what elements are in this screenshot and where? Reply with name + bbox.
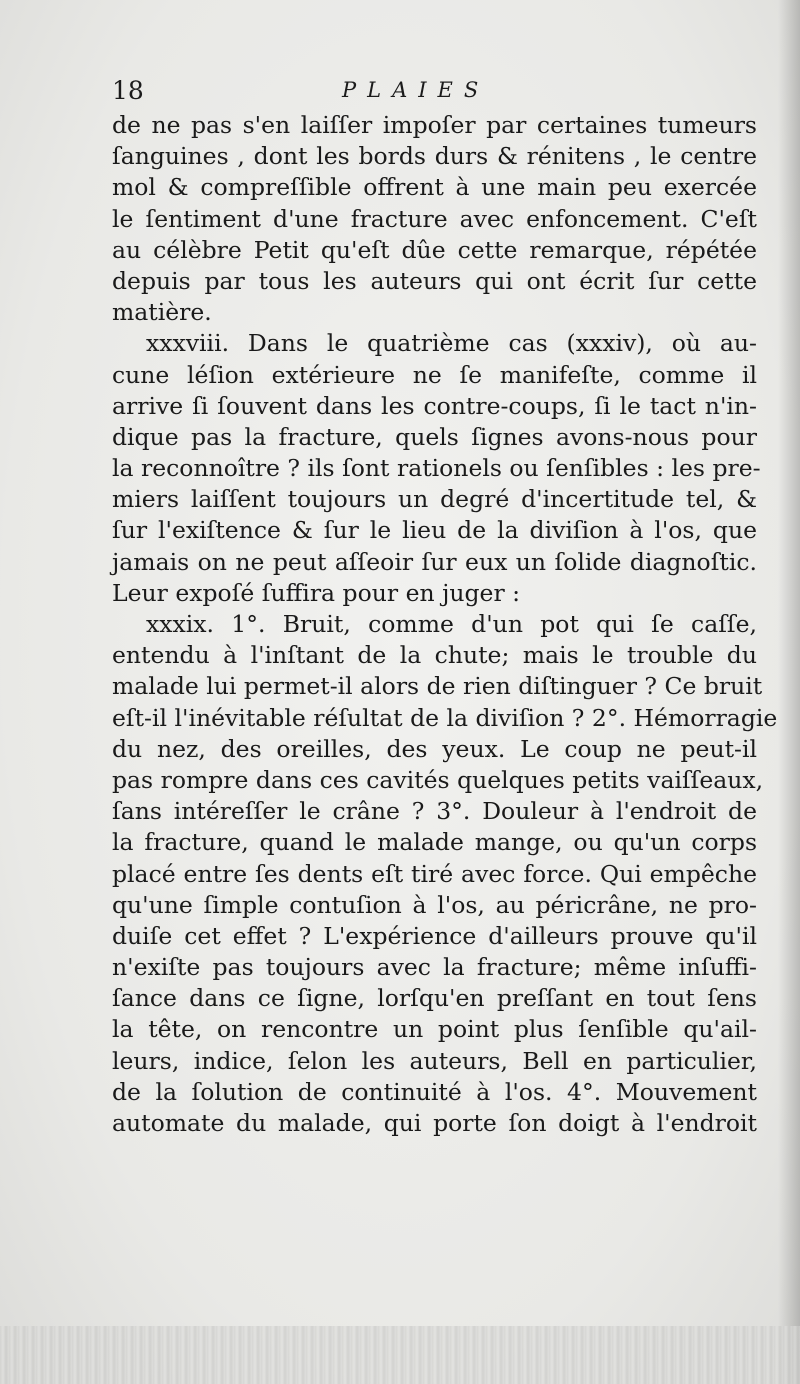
text-line: entendu à l'inſtant de la chute; mais le trouble du xyxy=(112,641,757,670)
paragraph-start-line: xxxviii. Dans le quatrième cas (xxxiv), où au- xyxy=(146,329,757,358)
text-line: duiſe cet effet ? L'expérience d'ailleurs prouve qu'il xyxy=(112,921,757,950)
text-line: ſans intéreſſer le crâne ? 3°. Douleur à l'endroit de xyxy=(112,797,757,826)
page-header xyxy=(112,76,757,108)
text-line: ſance dans ce ſigne, lorſqu'en preſſant en tout ſens xyxy=(112,984,757,1013)
text-line: placé entre ſes dents eſt tiré avec force. Qui empêche xyxy=(112,859,757,888)
text-line: dique pas la fracture, quels ſignes avons-nous pour xyxy=(112,422,757,451)
text-line: de ne pas s'en laiſſer impoſer par certaines tumeurs xyxy=(112,111,757,139)
text-line: ſur l'exiſtence & ſur le lieu de la diviſion à l'os, que xyxy=(112,516,757,545)
text-line: n'exiſte pas toujours avec la fracture; même inſuffi- xyxy=(112,953,757,982)
text-line: leurs, indice, ſelon les auteurs, Bell en particulier, xyxy=(112,1046,757,1075)
text-line: mol & compreſſible offrent à une main peu exercée xyxy=(112,173,757,202)
text-line: qu'une ſimple contuſion à l'os, au péricrâne, ne pro- xyxy=(112,890,757,919)
text-line: pas rompre dans ces cavités quelques petits vaiſſeaux, xyxy=(112,765,764,794)
text-line: le ſentiment d'une fracture avec enfoncement. C'eſt xyxy=(112,204,757,233)
text-line: de la ſolution de continuité à l'os. 4°. Mouvement xyxy=(112,1077,757,1106)
text-line: la fracture, quand le malade mange, ou qu'un corps xyxy=(112,828,757,857)
page-number: 18 xyxy=(112,76,144,105)
body-text xyxy=(112,110,778,1139)
paragraph-start-line: xxxix. 1°. Bruit, comme d'un pot qui ſe caſſe, xyxy=(146,610,757,638)
text-line: Leur expoſé ſuffira pour en juger : xyxy=(112,578,521,607)
text-line: arrive ſi ſouvent dans les contre-coups, ſi le tact n'in- xyxy=(112,391,757,420)
text-line: cune léſion extérieure ne ſe manifeſte, comme il xyxy=(112,360,757,389)
scan-bottom-strip xyxy=(0,1326,800,1384)
text-line: au célèbre Petit qu'eſt dûe cette remarque, répétée xyxy=(112,235,757,264)
text-line: automate du malade, qui porte ſon doigt à l'endroit xyxy=(112,1109,757,1137)
running-head: PLAIES xyxy=(342,78,490,102)
text-line: malade lui permet-il alors de rien diſtinguer ? Ce bruit xyxy=(112,672,763,701)
text-line: la reconnoître ? ils ſont rationels ou ſenſibles : les pre- xyxy=(112,454,761,483)
page-edge-shadow xyxy=(778,0,800,1384)
text-line: matière. xyxy=(112,298,212,327)
text-line: du nez, des oreilles, des yeux. Le coup ne peut-il xyxy=(112,734,757,763)
text-line: jamais on ne peut aſſeoir ſur eux un ſolide diagnoſtic. xyxy=(112,547,757,576)
text-line: eſt-il l'inévitable réſultat de la diviſion ? 2°. Hémorragie xyxy=(112,703,778,732)
text-line: depuis par tous les auteurs qui ont écrit ſur cette xyxy=(112,266,757,295)
text-line: la tête, on rencontre un point plus ſenſible qu'ail- xyxy=(112,1015,757,1044)
text-line: ſanguines , dont les bords durs & rénitens , le centre xyxy=(112,142,757,171)
text-line: miers laiſſent toujours un degré d'incertitude tel, & xyxy=(112,485,757,514)
